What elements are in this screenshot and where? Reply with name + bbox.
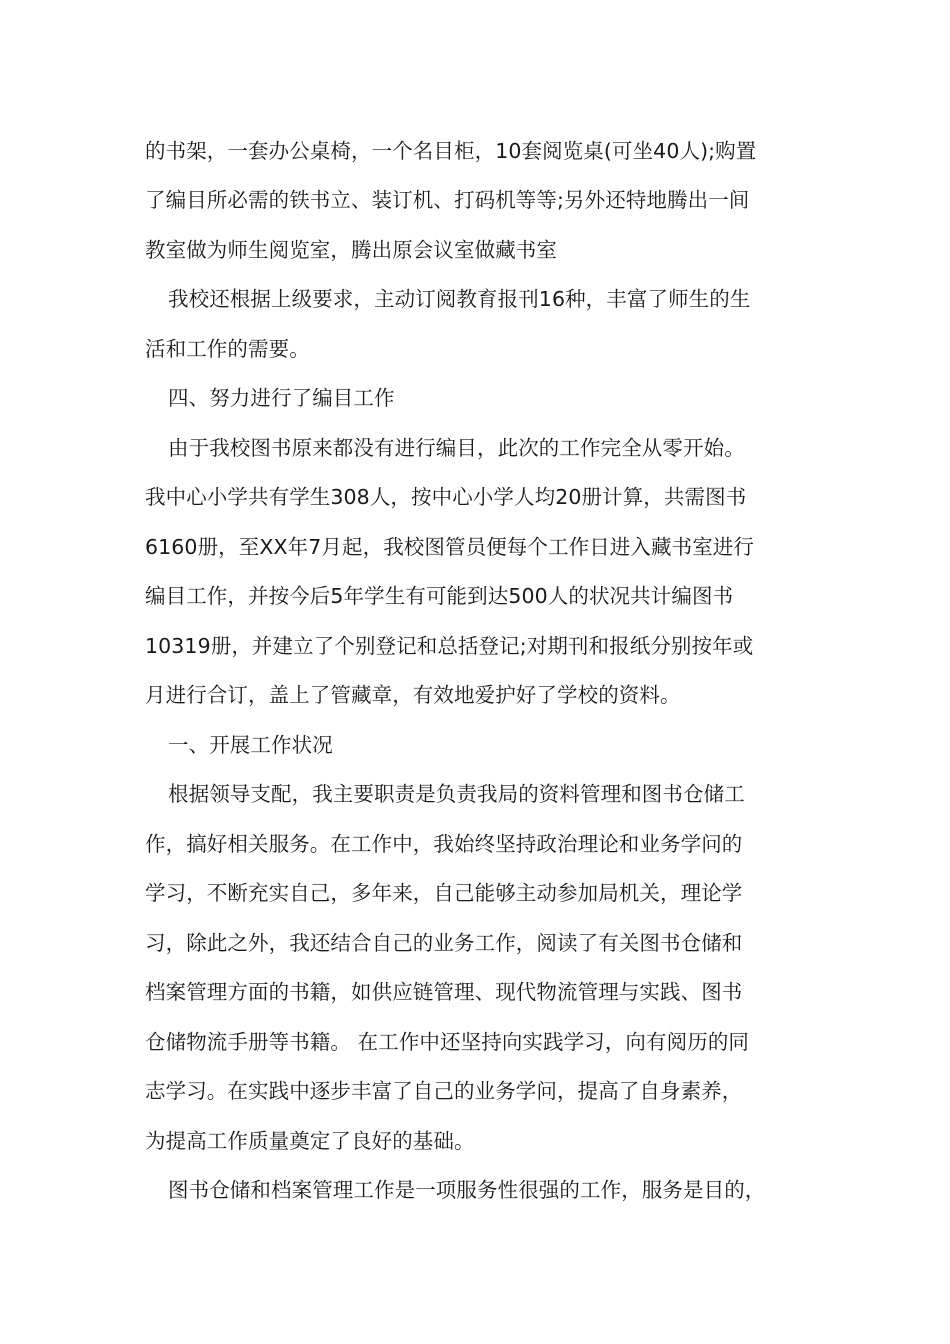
- text-line: 作，搞好相关服务。在工作中，我始终坚持政治理论和业务学问的: [145, 832, 743, 856]
- text-line: 月进行合订，盖上了管藏章，有效地爱护好了学校的资料。: [145, 683, 681, 707]
- paragraph-first-line: 图书仓储和档案管理工作是一项服务性很强的工作，服务是目的，: [168, 1178, 766, 1202]
- paragraph-first-line: 根据领导支配，我主要职责是负责我局的资料管理和图书仓储工: [168, 782, 745, 806]
- text-line: 教室做为师生阅览室，腾出原会议室做藏书室: [145, 238, 557, 262]
- text-line: 10319册，并建立了个别登记和总括登记;对期刊和报纸分别按年或: [145, 634, 754, 658]
- text-line: 活和工作的需要。: [145, 337, 310, 361]
- text-line: 档案管理方面的书籍，如供应链管理、现代物流管理与实践、图书: [145, 980, 743, 1004]
- paragraph-first-line: 我校还根据上级要求，主动订阅教育报刊16种，丰富了师生的生: [168, 287, 751, 311]
- section-heading: 四、努力进行了编目工作: [168, 386, 395, 410]
- text-line: 6160册，至XX年7月起，我校图管员便每个工作日进入藏书室进行: [145, 535, 754, 559]
- text-line: 志学习。在实践中逐步丰富了自己的业务学问，提高了自身素养，: [145, 1079, 743, 1103]
- text-line: 习，除此之外，我还结合自己的业务工作，阅读了有关图书仓储和: [145, 931, 743, 955]
- text-line: 学习，不断充实自己，多年来，自己能够主动参加局机关，理论学: [145, 881, 743, 905]
- section-heading: 一、开展工作状况: [168, 733, 333, 757]
- text-line: 仓储物流手册等书籍。 在工作中还坚持向实践学习，向有阅历的同: [145, 1030, 750, 1054]
- text-line: 为提高工作质量奠定了良好的基础。: [145, 1129, 475, 1153]
- text-line: 编目工作，并按今后5年学生有可能到达500人的状况共计编图书: [145, 584, 734, 608]
- text-line: 我中心小学共有学生308人，按中心小学人均20册计算，共需图书: [145, 485, 747, 509]
- text-line: 的书架，一套办公桌椅，一个名目柜，10套阅览桌(可坐40人);购置: [145, 139, 757, 163]
- paragraph-first-line: 由于我校图书原来都没有进行编目，此次的工作完全从零开始。: [168, 436, 745, 460]
- text-line: 了编目所必需的铁书立、装订机、打码机等等;另外还特地腾出一间: [145, 188, 750, 212]
